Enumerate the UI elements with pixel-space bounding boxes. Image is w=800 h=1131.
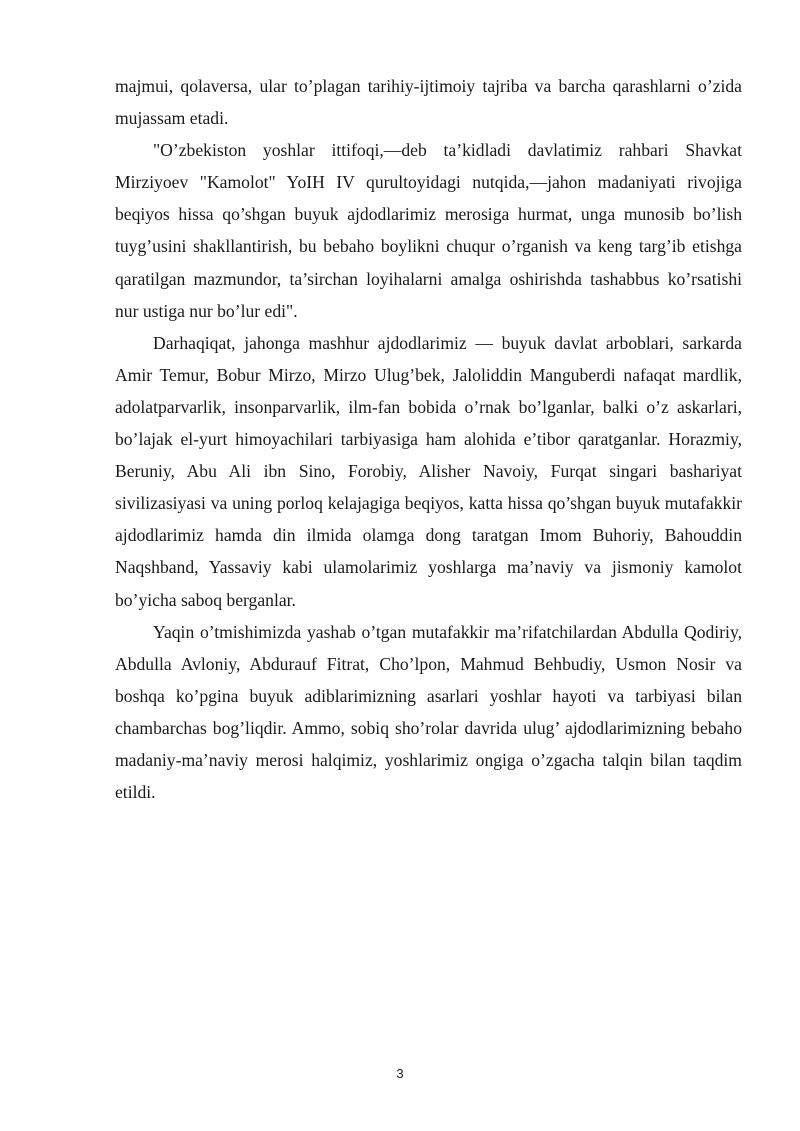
document-page (115, 70, 742, 808)
paragraph-2: "O’zbekiston yoshlar ittifoqi,—deb ta’kidladi davlatimiz rahbari Shavkat Mirziyoev "Kamolot" YoIH IV qurultoyidagi nutqida,—jahon madaniyati rivojiga beqiyos hissa qo’shgan buyuk ajdodlarimiz merosiga hurmat, unga munosib bo’lish tuyg’usini shakllantirish, bu bebaho boylikni chuqur o’rganish va keng targ’ib etishga qaratilgan mazmundor, ta’sirchan loyihalarni amalga oshirishda tashabbus ko’rsatishi nur ustiga nur bo’lur edi". (115, 140, 742, 321)
page-number: 3 (396, 1066, 404, 1081)
paragraph-3: Darhaqiqat, jahonga mashhur ajdodlarimiz — buyuk davlat arboblari, sarkarda Amir Temur, Bobur Mirzo, Mirzo Ulug’bek, Jaloliddin Manguberdi nafaqat mardlik, adolatparvarlik, insonparvarlik, ilm-fan bobida o’rnak bo’lganlar, balki o’z askarlari, bo’lajak el-yurt himoyachilari tarbiyasiga ham alohida e’tibor qaratganlar. Horazmiy, Beruniy, Abu Ali ibn Sino, Forobiy, Alisher Navoiy, Furqat singari bashariyat sivilizasiyasi va uning porloq kelajagiga beqiyos, katta hissa qo’shgan buyuk mutafakkir ajdodlarimiz hamda din ilmida olamga dong taratgan Imom Buhoriy, Bahouddin Naqshband, Yassaviy kabi ulamolarimiz yoshlarga ma’naviy va jismoniy kamolot bo’yicha saboq berganlar. (115, 332, 742, 610)
paragraph-4: Yaqin o’tmishimizda yashab o’tgan mutafakkir ma’rifatchilardan Abdulla Qodiriy, Abdulla Avloniy, Abdurauf Fitrat, Cho’lpon, Mahmud Behbudiy, Usmon Nosir va boshqa ko’pgina buyuk adiblarimizning asarlari yoshlar hayoti va tarbiyasi bilan chambarchas bog’liqdir. Ammo, sobiq sho’rolar davrida ulug’ ajdodlarimizning bebaho madaniy-ma’naviy merosi halqimiz, yoshlarimiz ongiga o’zgacha talqin bilan taqdim etildi. (115, 621, 742, 803)
paragraph-1: majmui, qolaversa, ular to’plagan tarihiy-ijtimoiy tajriba va barcha qarashlarni o’zida mujassam etadi. (115, 76, 742, 129)
